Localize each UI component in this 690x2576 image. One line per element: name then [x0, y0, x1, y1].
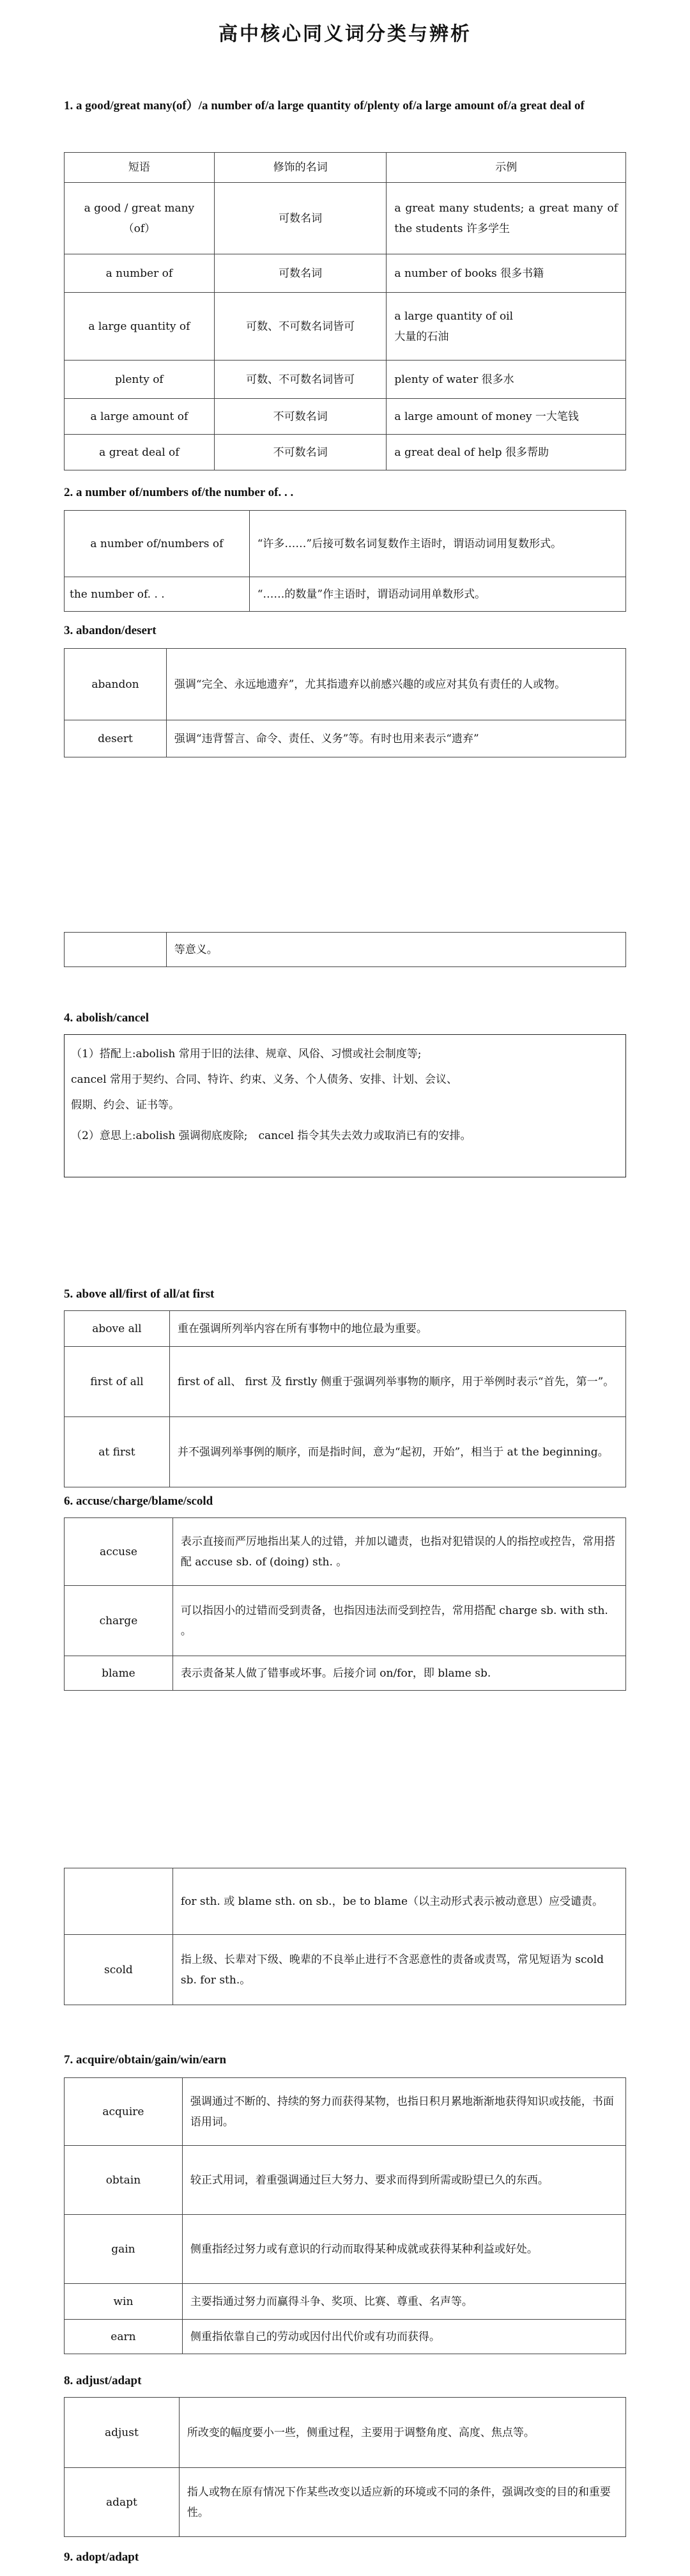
example-cell — [387, 293, 626, 361]
term-cell: at first — [65, 1417, 170, 1487]
section-6-continuation — [64, 1868, 626, 2005]
section-3-continuation — [64, 932, 626, 967]
section-4-box — [64, 1034, 626, 1177]
table-row — [65, 2320, 626, 2354]
term-cell: desert — [65, 720, 167, 757]
term-cell: blame — [65, 1656, 173, 1691]
term-cell: abandon — [65, 649, 167, 720]
term-cell: earn — [65, 2320, 183, 2354]
example-text: a great many students; a great many of the students 许多学生 — [394, 201, 618, 235]
text-line: （1）搭配上:abolish 常用于旧的法律、规章、风俗、习惯或社会制度等; — [71, 1048, 422, 1060]
noun-cell: 可数名词 — [214, 254, 387, 293]
text-line: 假期、约会、证书等。 — [71, 1099, 180, 1112]
table-row — [65, 1868, 626, 1935]
desc-cell: 表示责备某人做了错事或坏事。后接介词 on/for，即 blame sb. — [172, 1656, 625, 1691]
section-6-heading: 6. accuse/charge/blame/scold — [64, 1494, 213, 1508]
term-cell: above all — [65, 1311, 170, 1347]
table-row — [65, 1586, 626, 1656]
table-row — [65, 1518, 626, 1586]
table-row — [65, 399, 626, 435]
desc-cell: 指上级、长辈对下级、晚辈的不良举止进行不含恶意性的责备或责骂，常见短语为 scold sb. for sth.。 — [172, 1935, 625, 2005]
desc-cell: 并不强调列举事例的顺序，而是指时间，意为“起初，开始”，相当于 at the beginning。 — [169, 1417, 625, 1487]
desc-cell: 较正式用词，着重强调通过巨大努力、要求而得到所需或盼望已久的东西。 — [182, 2146, 625, 2215]
section-6-table — [64, 1517, 626, 1691]
section-2-heading: 2. a number of/numbers of/the number of. . . — [64, 486, 294, 499]
desc-cell: 强调通过不断的、持续的努力而获得某物，也指日积月累地渐渐地获得知识或技能，书面语用词。 — [182, 2078, 625, 2146]
term-cell: obtain — [65, 2146, 183, 2215]
example-cell: plenty of water 很多水 — [387, 361, 626, 399]
table-row — [65, 649, 626, 720]
table-row — [65, 293, 626, 361]
table-row — [65, 183, 626, 254]
desc-cell: 指人或物在原有情况下作某些改变以适应新的环境或不同的条件，强调改变的目的和重要性。 — [179, 2468, 625, 2537]
term-cell: scold — [65, 1935, 173, 2005]
term-cell — [65, 1868, 173, 1935]
section-8-heading: 8. adjust/adapt — [64, 2374, 142, 2387]
desc-cell: for sth. 或 blame sth. on sb.，be to blame（以主动形式表示被动意思）应受谴责。 — [172, 1868, 625, 1935]
section-8-table — [64, 2397, 626, 2537]
example-cell: a large amount of money 一大笔钱 — [387, 399, 626, 435]
table-row — [65, 361, 626, 399]
desc-cell: 侧重指依靠自己的劳动或因付出代价或有功而获得。 — [182, 2320, 625, 2354]
phrase-cell: plenty of — [65, 361, 215, 399]
phrase-cell: a great deal of — [65, 435, 215, 470]
term-cell: first of all — [65, 1347, 170, 1417]
table-row — [65, 1417, 626, 1487]
example-line-2: 大量的石油 — [394, 330, 449, 343]
table-row — [65, 577, 626, 612]
section-1-table — [64, 152, 626, 470]
desc-cell: 所改变的幅度要小一些，侧重过程，主要用于调整角度、高度、焦点等。 — [179, 2398, 625, 2468]
section-7-table — [64, 2077, 626, 2354]
table-row — [65, 2078, 626, 2146]
table-row — [65, 435, 626, 470]
phrase-cell: a large quantity of — [65, 293, 215, 361]
example-cell: a number of books 很多书籍 — [387, 254, 626, 293]
section-5-table — [64, 1310, 626, 1487]
term-cell: win — [65, 2284, 183, 2320]
phrase-cell: a number of — [65, 254, 215, 293]
noun-cell: 不可数名词 — [214, 399, 387, 435]
text-line: cancel 常用于契约、合同、特许、约束、义务、个人债务、安排、计划、会议、 — [71, 1073, 458, 1086]
table-row — [65, 933, 626, 967]
desc-cell: “……的数量”作主语时，谓语动词用单数形式。 — [249, 577, 625, 612]
desc-cell: first of all、 first 及 firstly 侧重于强调列举事物的顺序，用于举例时表示“首先，第一”。 — [169, 1347, 625, 1417]
phrase-cell: a good / great many （of） — [65, 183, 215, 254]
section-3-heading: 3. abandon/desert — [64, 624, 157, 637]
header-phrase: 短语 — [65, 153, 215, 183]
table-row — [65, 720, 626, 757]
noun-cell: 可数名词 — [214, 183, 387, 254]
term-cell: accuse — [65, 1518, 173, 1586]
section-7-heading: 7. acquire/obtain/gain/win/earn — [64, 2053, 227, 2067]
noun-cell: 可数、不可数名词皆可 — [214, 361, 387, 399]
header-noun: 修饰的名词 — [214, 153, 387, 183]
section-5-heading: 5. above all/first of all/at first — [64, 1287, 215, 1301]
table-row — [65, 1311, 626, 1347]
section-9-heading: 9. adopt/adapt — [64, 2550, 139, 2564]
example-cell — [387, 183, 626, 254]
section-1-heading: 1. a good/great many(of）/a number of/a large quantity of/plenty of/a large amount of/a great deal of — [64, 99, 585, 113]
desc-cell: 等意义。 — [166, 933, 625, 967]
header-example: 示例 — [387, 153, 626, 183]
table-row — [65, 2215, 626, 2284]
term-cell — [65, 933, 167, 967]
section-2-table — [64, 510, 626, 612]
section-4-heading: 4. abolish/cancel — [64, 1011, 150, 1025]
desc-cell: 强调“完全、永远地遗弃”，尤其指遗弃以前感兴趣的或应对其负有责任的人或物。 — [166, 649, 625, 720]
table-row — [65, 2146, 626, 2215]
section-3-table — [64, 648, 626, 757]
example-line-1: a large quantity of oil — [394, 309, 514, 323]
noun-cell: 可数、不可数名词皆可 — [214, 293, 387, 361]
phrase-cell: a large amount of — [65, 399, 215, 435]
term-cell: gain — [65, 2215, 183, 2284]
table-row — [65, 2468, 626, 2537]
term-cell: adapt — [65, 2468, 180, 2537]
desc-cell: 主要指通过努力而赢得斗争、奖项、比赛、尊重、名声等。 — [182, 2284, 625, 2320]
table-row — [65, 2398, 626, 2468]
table-row — [65, 254, 626, 293]
term-cell: charge — [65, 1586, 173, 1656]
noun-cell: 不可数名词 — [214, 435, 387, 470]
example-cell: a great deal of help 很多帮助 — [387, 435, 626, 470]
term-cell: the number of. . . — [65, 577, 250, 612]
desc-cell: 强调“违背誓言、命令、责任、义务”等。有时也用来表示“遗弃” — [166, 720, 625, 757]
desc-cell: 表示直接而严厉地指出某人的过错，并加以谴责，也指对犯错误的人的指控或控告，常用搭配 accuse sb. of (doing) sth. 。 — [172, 1518, 625, 1586]
table-row — [65, 2284, 626, 2320]
page-title: 高中核心同义词分类与辨析 — [218, 23, 471, 45]
term-cell: adjust — [65, 2398, 180, 2468]
desc-cell: 可以指因小的过错而受到责备，也指因违法而受到控告，常用搭配 charge sb. with sth. 。 — [172, 1586, 625, 1656]
text-line: （2）意思上:abolish 强调彻底废除; cancel 指令其失去效力或取消已有的安排。 — [71, 1129, 471, 1142]
desc-cell: 侧重指经过努力或有意识的行动而取得某种成就或获得某种利益或好处。 — [182, 2215, 625, 2284]
term-cell: a number of/numbers of — [65, 511, 250, 577]
term-cell: acquire — [65, 2078, 183, 2146]
desc-cell: “许多……”后接可数名词复数作主语时，谓语动词用复数形式。 — [249, 511, 625, 577]
table-row — [65, 1656, 626, 1691]
table-row — [65, 1935, 626, 2005]
table-header-row — [65, 153, 626, 183]
table-row — [65, 511, 626, 577]
desc-cell: 重在强调所列举内容在所有事物中的地位最为重要。 — [169, 1311, 625, 1347]
table-row — [65, 1347, 626, 1417]
